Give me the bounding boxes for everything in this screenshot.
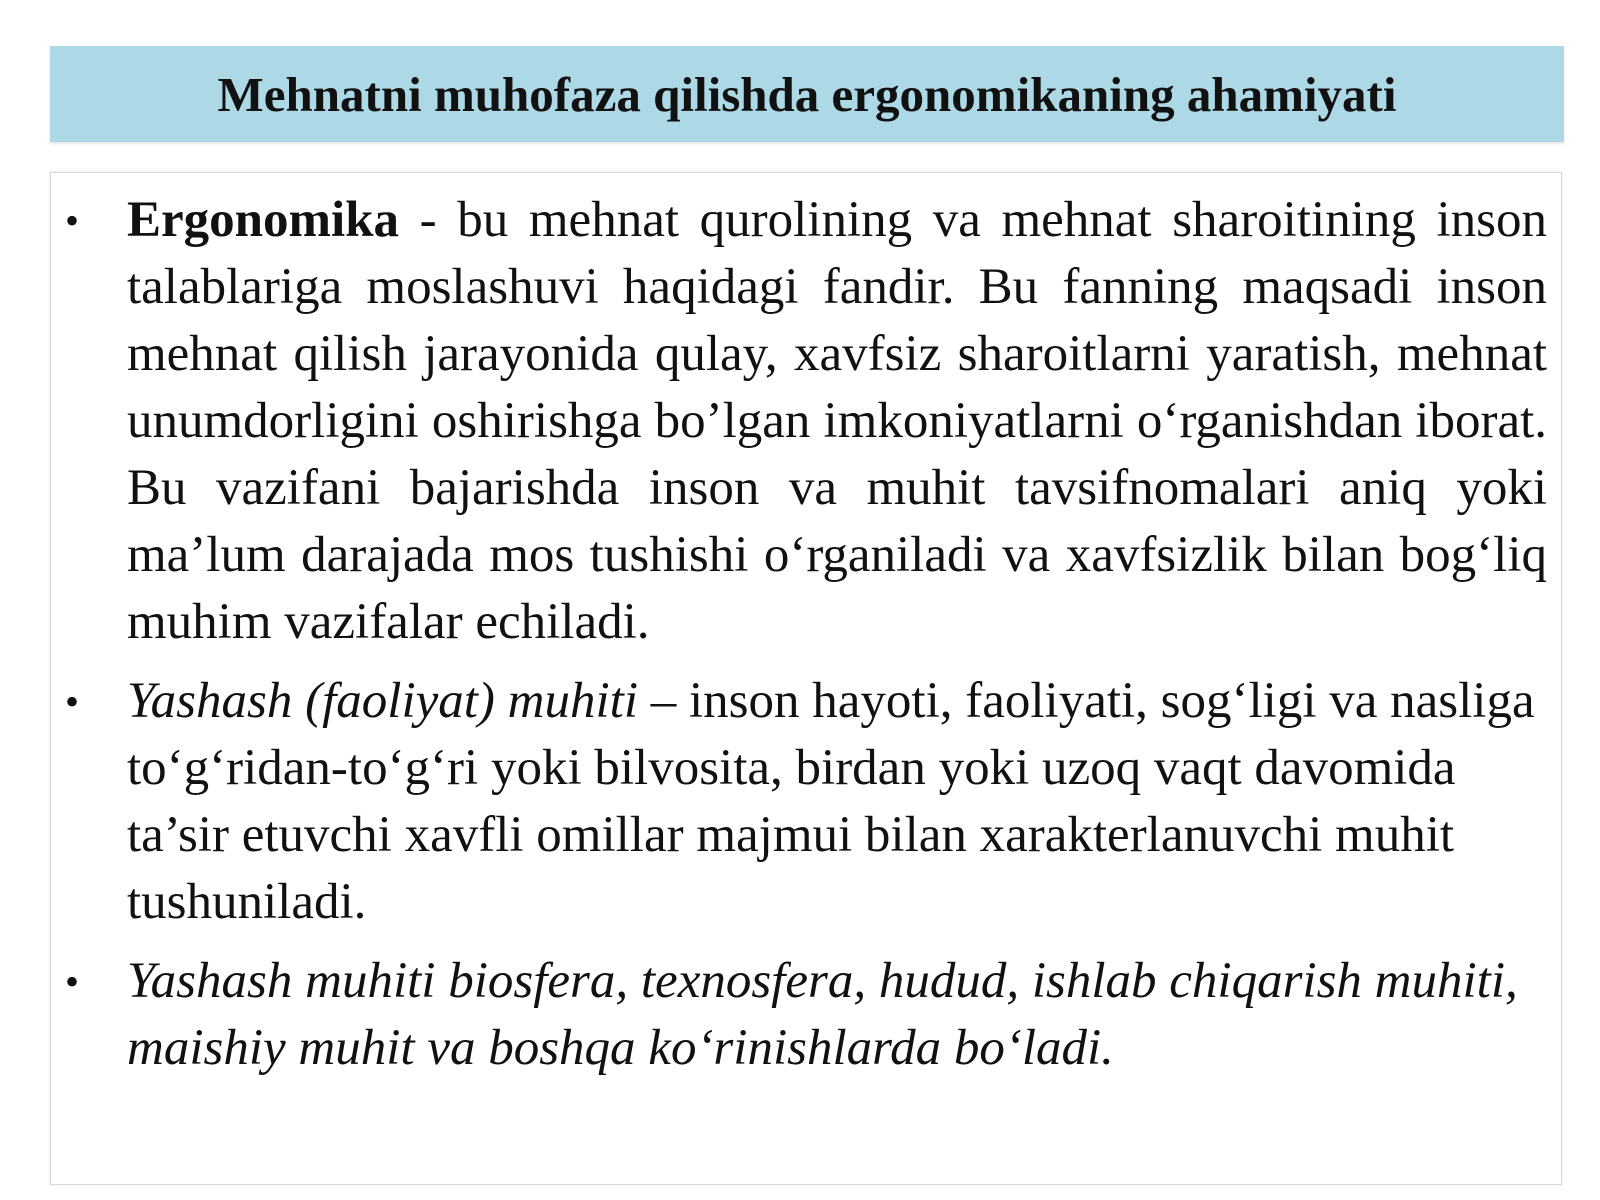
bullet-text: - bu mehnat qurolining va mehnat sharoitining inson talablariga moslashuvi haqidagi fandir. Bu fanning maqsadi inson mehnat qilish jarayonida qulay, xavfsiz sharoitlarni yaratish, mehnat unumdorligini oshirishga bo’lgan imkoniyatlarni o‘rganishdan iborat. Bu vazifani bajarishda inson va muhit tavsifnomalari aniq yoki ma’lum darajada mos tushishi o‘rganiladi va xavfsizlik bilan bog‘liq muhim vazifalar echiladi. [127,192,1547,650]
bullet-icon: • [65,959,80,1004]
bullet-term: Ergonomika [127,192,400,248]
bullet-icon: • [65,679,80,724]
bullet-text: – inson hayoti, faoliyati, sog‘ligi va nasliga to‘g‘ridan-to‘g‘ri yoki bilvosita, birdan yoki uzoq vaqt davomida ta’sir etuvchi xavfli omillar majmui bilan xarakterlanuvchi muhit tushuniladi. [127,673,1535,930]
bullet-item-yashash-muhiti [51,668,1563,936]
bullet-term: Yashash (faoliyat) muhiti [127,673,638,729]
bullet-item-ergonomika [51,187,1563,656]
bullet-list [51,187,1563,1094]
slide-title: Mehnatni muhofaza qilishda ergonomikaning ahamiyati [217,66,1397,122]
content-box [50,172,1562,1185]
bullet-icon: • [65,198,80,243]
bullet-item-yashash-muhiti-turlari [51,948,1563,1082]
bullet-text: Yashash muhiti biosfera, texnosfera, hudud, ishlab chiqarish muhiti, maishiy muhit va boshqa ko‘rinishlarda bo‘ladi. [127,953,1518,1076]
title-bar [50,46,1564,142]
